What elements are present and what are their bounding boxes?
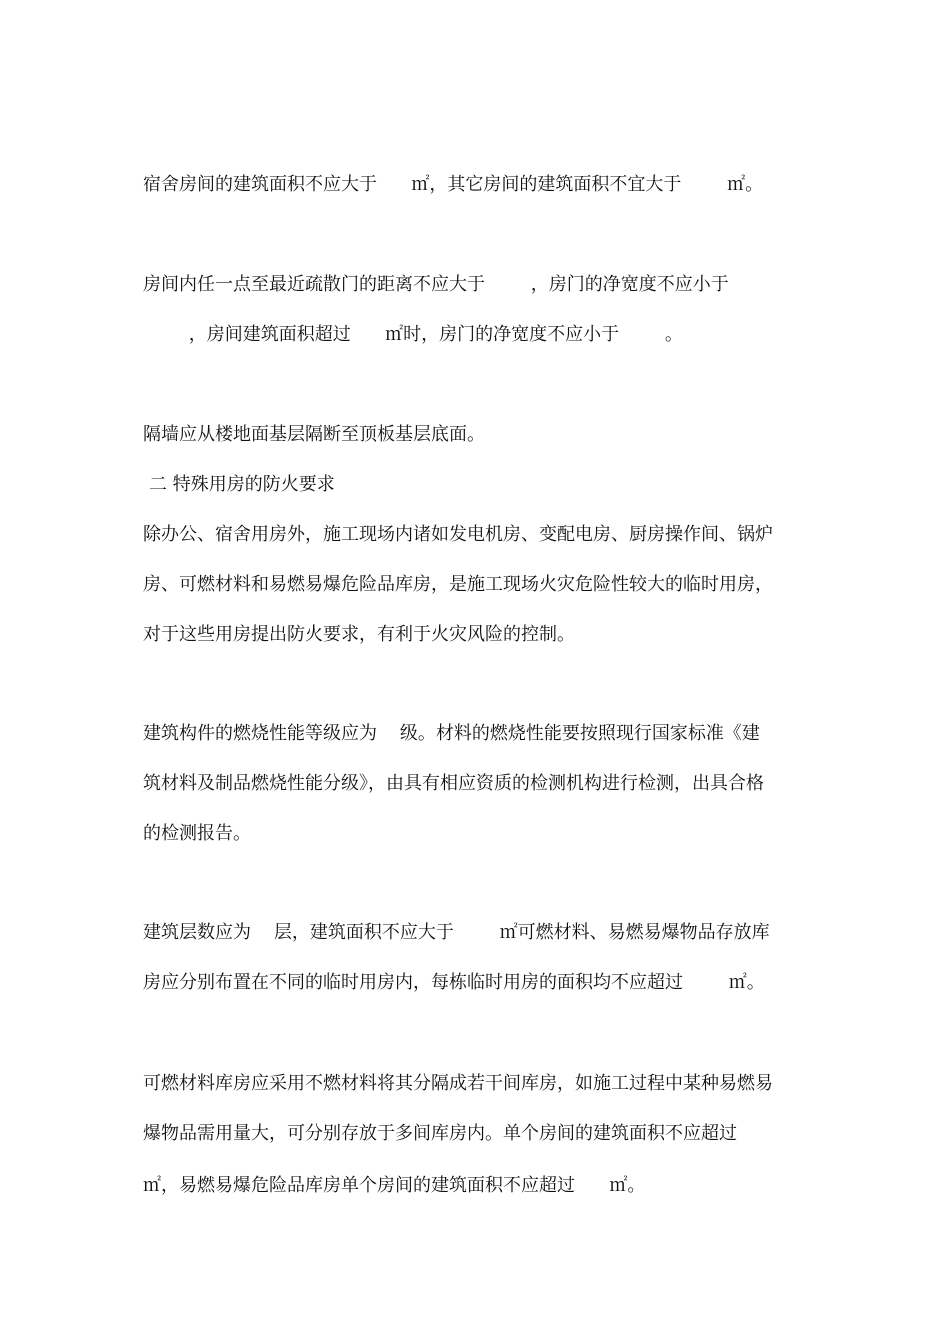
paragraph-line: ㎡，易燃易爆危险品库房单个房间的建筑面积不应超过 ㎡。 [143,1175,646,1196]
paragraph-line: 房应分别布置在不同的临时用房内，每栋临时用房的面积均不应超过 ㎡。 [143,972,765,993]
paragraph-line: 可燃材料库房应采用不燃材料将其分隔成若干间库房，如施工过程中某种易燃易 [143,1073,773,1094]
paragraph-line: 建筑构件的燃烧性能等级应为 级。材料的燃烧性能要按照现行国家标准《建 [143,723,760,744]
paragraph-line: 建筑层数应为 层，建筑面积不应大于 ㎡可燃材料、易燃易爆物品存放库 [143,922,770,943]
text-line-dormitory-area: 宿舍房间的建筑面积不应大于 ㎡，其它房间的建筑面积不宜大于 ㎡。 [143,174,764,195]
text-line-door-width: ，房间建筑面积超过 ㎡时，房门的净宽度不应小于 。 [143,324,683,345]
paragraph-line: 房、可燃材料和易燃易爆危险品库房，是施工现场火灾危险性较大的临时用房， [143,574,773,595]
paragraph-line: 筑材料及制品燃烧性能分级》，由具有相应资质的检测机构进行检测，出具合格 [143,773,764,794]
paragraph-line: 的检测报告。 [143,823,251,844]
section-heading: 二 特殊用房的防火要求 [149,474,335,495]
text-line-evacuation-distance: 房间内任一点至最近疏散门的距离不应大于 ，房门的净宽度不应小于 [143,274,729,295]
paragraph-line: 除办公、宿舍用房外，施工现场内诸如发电机房、变配电房、厨房操作间、锅炉 [143,524,773,545]
paragraph-line: 爆物品需用量大，可分别存放于多间库房内。单个房间的建筑面积不应超过 [143,1123,737,1144]
paragraph-line: 对于这些用房提出防火要求，有利于火灾风险的控制。 [143,624,575,645]
text-line-partition-wall: 隔墙应从楼地面基层隔断至顶板基层底面。 [143,424,485,445]
